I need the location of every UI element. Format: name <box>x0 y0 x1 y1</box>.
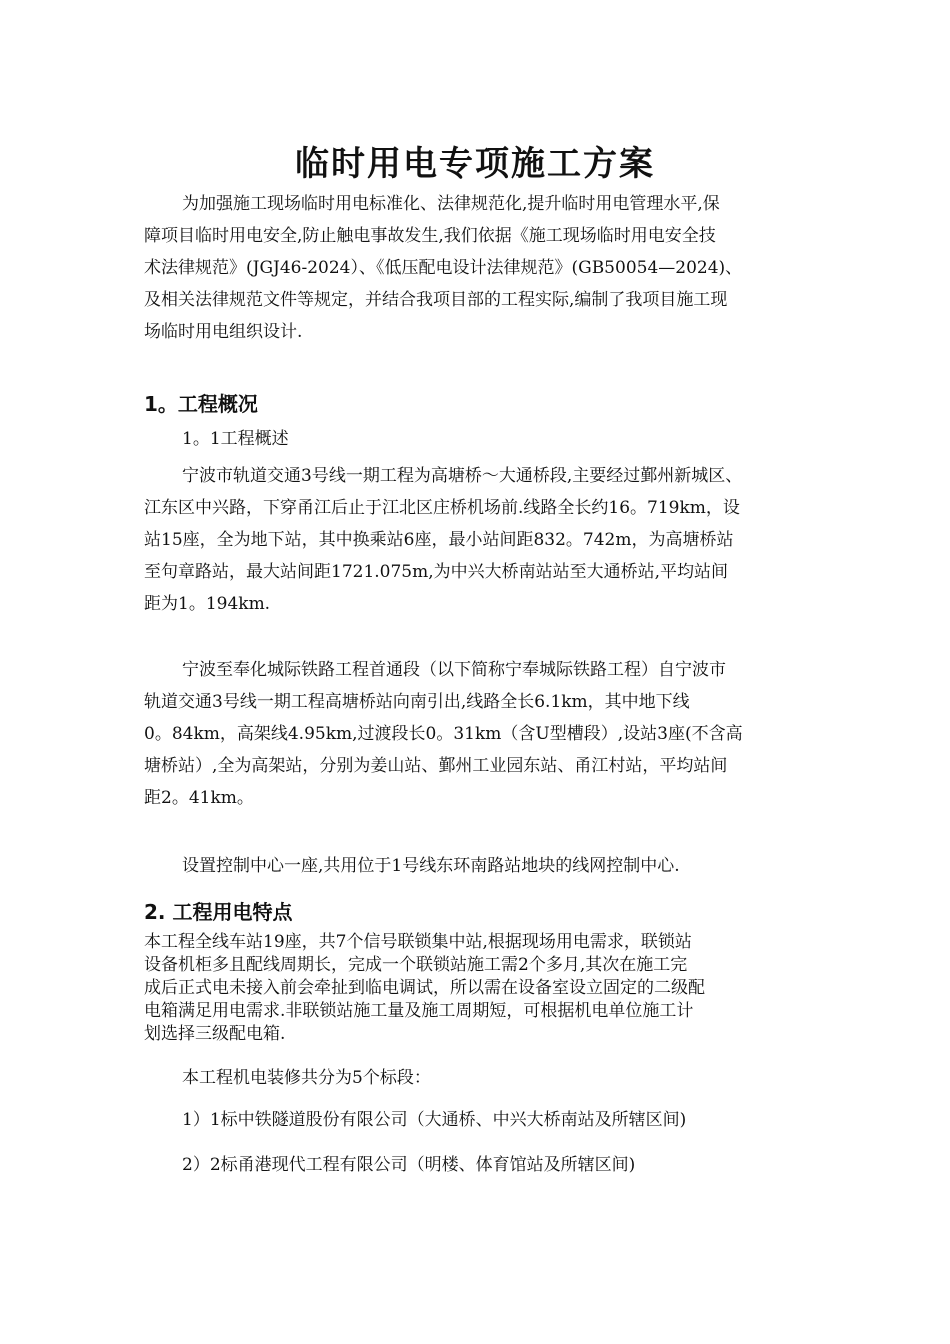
list-item-1 <box>144 1104 824 1136</box>
paragraph-line: 电箱满足用电需求.非联锁站施工量及施工周期短，可根据机电单位施工计 <box>144 1001 694 1021</box>
paragraph-line: 本工程全线车站19座，共7个信号联锁集中站,根据现场用电需求，联锁站 <box>144 932 692 952</box>
paragraph-line: 设置控制中心一座,共用位于1号线东环南路站地块的线网控制中心. <box>182 856 680 876</box>
paragraph-line: 划选择三级配电箱. <box>144 1024 286 1044</box>
intro-line: 及相关法律规范文件等规定，并结合我项目部的工程实际,编制了我项目施工现 <box>144 290 728 310</box>
document-title: 临时用电专项施工方案 <box>295 144 655 184</box>
paragraph-line: 成后正式电未接入前会牵扯到临电调试，所以需在设备室设立固定的二级配 <box>144 978 705 998</box>
paragraph-line: 江东区中兴路，下穿甬江后止于江北区庄桥机场前.线路全长约16。719km，设 <box>144 498 740 518</box>
paragraph-line: 宁波至奉化城际铁路工程首通段（以下简称宁奉城际铁路工程）自宁波市 <box>182 660 726 680</box>
paragraph-line: 距为1。194km. <box>144 594 271 614</box>
section1-paragraph-3 <box>144 850 824 882</box>
section2-paragraph-1 <box>144 931 824 1046</box>
paragraph-line: 宁波市轨道交通3号线一期工程为高塘桥～大通桥段,主要经过鄞州新城区、 <box>182 466 743 486</box>
section1-heading: 1。工程概况 <box>144 392 258 416</box>
paragraph-line: 0。84km，高架线4.95km,过渡段长0。31km（含U型槽段）,设站3座(不含高 <box>144 724 743 744</box>
intro-line: 术法律规范》(JGJ46-2024）、《低压配电设计法律规范》(GB50054—2024)、 <box>144 258 743 278</box>
intro-line: 为加强施工现场临时用电标准化、法律规范化,提升临时用电管理水平,保 <box>182 194 720 214</box>
paragraph-line: 1）1标中铁隧道股份有限公司（大通桥、中兴大桥南站及所辖区间) <box>182 1110 687 1130</box>
section2-paragraph-2 <box>144 1062 824 1094</box>
paragraph-line: 轨道交通3号线一期工程高塘桥站向南引出,线路全长6.1km，其中地下线 <box>144 692 690 712</box>
paragraph-line: 距2。41km。 <box>144 788 254 808</box>
section1-subheading: 1。1工程概述 <box>182 429 289 449</box>
paragraph-line: 至句章路站，最大站间距1721.075m,为中兴大桥南站站至大通桥站,平均站间 <box>144 562 729 582</box>
section2-heading: 2. 工程用电特点 <box>144 900 293 924</box>
list-item-2 <box>144 1149 824 1181</box>
intro-paragraph <box>144 188 824 348</box>
intro-line: 障项目临时用电安全,防止触电事故发生,我们依据《施工现场临时用电安全技 <box>144 226 716 246</box>
paragraph-line: 站15座，全为地下站，其中换乘站6座，最小站间距832。742m，为高塘桥站 <box>144 530 734 550</box>
paragraph-line: 设备机柜多且配线周期长，完成一个联锁站施工需2个多月,其次在施工完 <box>144 955 688 975</box>
paragraph-line: 塘桥站）,全为高架站，分别为姜山站、鄞州工业园东站、甬江村站，平均站间 <box>144 756 728 776</box>
section1-paragraph-2 <box>144 654 824 814</box>
paragraph-line: 本工程机电装修共分为5个标段： <box>182 1068 431 1088</box>
paragraph-line: 2）2标甬港现代工程有限公司（明楼、体育馆站及所辖区间) <box>182 1155 636 1175</box>
section1-paragraph-1 <box>144 460 824 620</box>
intro-line: 场临时用电组织设计. <box>144 322 303 342</box>
